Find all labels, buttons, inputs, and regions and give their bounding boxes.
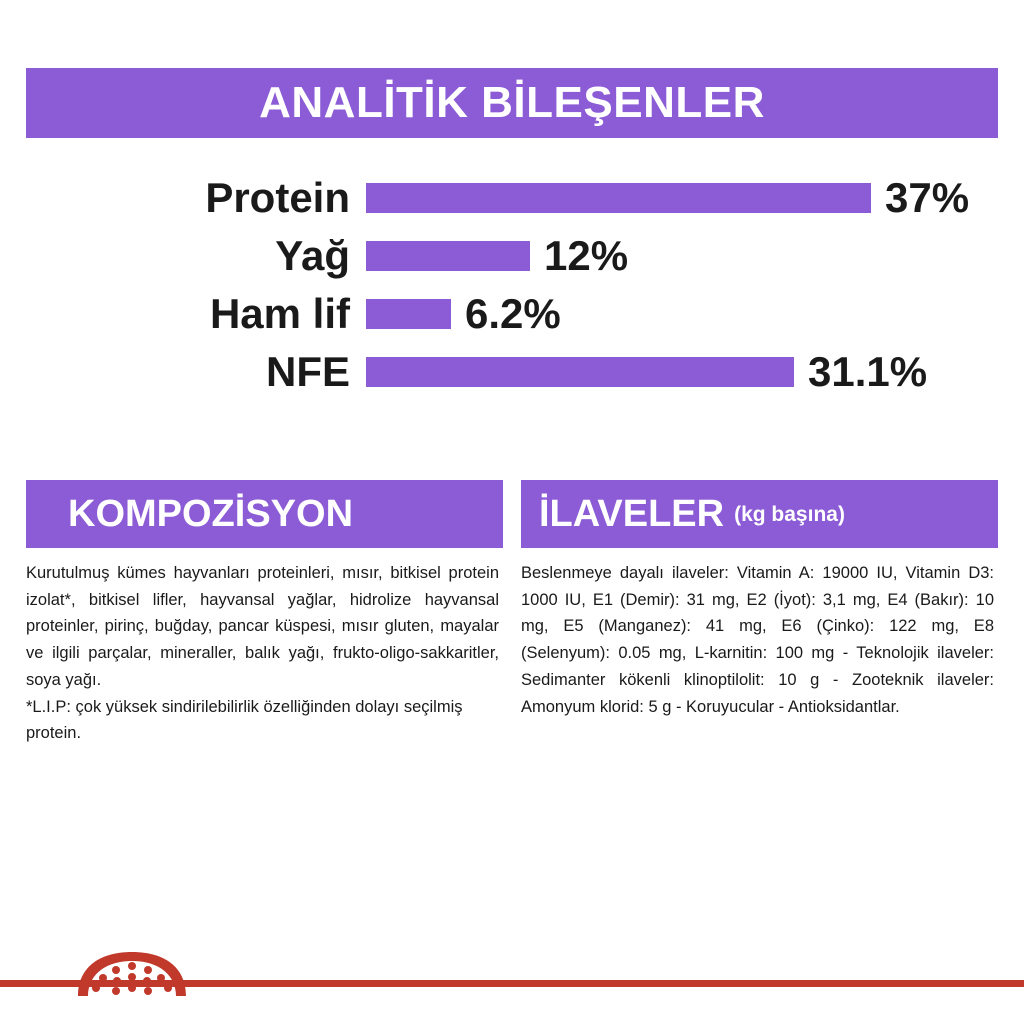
bar-fill-protein — [366, 183, 871, 213]
bar-label-ham-lif: Ham lif — [209, 290, 350, 337]
royal-canin-crown-logo-icon — [72, 944, 192, 1004]
bar-track-ham-lif — [366, 286, 998, 342]
bar-fill-yag — [366, 241, 530, 271]
bar-value-nfe: 31.1% — [808, 348, 928, 395]
table-row — [26, 228, 998, 284]
panel-additives-body: Beslenmeye dayalı ilaveler: Vitamin A: 19000 IU, Vitamin D3: 1000 IU, E1 (Demir): 31 mg, E2 (İyot): 3,1 mg, E4 (Bakır): 10 mg, E5 (Manganez): 41 mg, E6 (Çinko): 122 mg, E8 (Selenyum): 0.05 mg, L-karnitin: 100 mg - Teknolojik ilaveler: Sedimanter kökenli klinoptilolit: 10 g - Zooteknik ilaveler: Amonyum klorid: 5 g - Koruyucular - Antioksidantlar. — [521, 564, 994, 716]
bar-label-yag: Yağ — [275, 232, 350, 279]
bar-value-yag: 12% — [544, 232, 629, 279]
bar-fill-nfe — [366, 357, 794, 387]
bar-label-nfe: NFE — [266, 348, 350, 395]
panel-composition-note: *L.I.P: çok yüksek sindirilebilirlik özelliğinden dolayı seçilmiş protein. — [26, 697, 463, 743]
bar-fill-ham-lif — [366, 299, 451, 329]
bar-track-yag — [366, 228, 998, 284]
analytic-components-header — [26, 68, 998, 138]
table-row — [26, 286, 998, 342]
bar-track-protein — [366, 170, 998, 226]
table-row — [26, 344, 998, 400]
panel-additives-subtitle: (kg başına) — [734, 502, 845, 526]
bar-track-nfe — [366, 344, 998, 400]
panel-composition-title: KOMPOZİSYON — [68, 493, 354, 535]
panel-composition — [26, 480, 503, 747]
brand-footer — [0, 940, 1024, 1024]
table-row — [26, 170, 998, 226]
panel-additives — [521, 480, 998, 747]
panel-composition-header — [26, 480, 503, 548]
analytic-bar-chart — [26, 170, 998, 430]
bar-label-protein: Protein — [205, 174, 350, 221]
panel-additives-title: İLAVELER — [539, 493, 725, 535]
page-title: ANALİTİK BİLEŞENLER — [259, 78, 765, 127]
info-panels — [26, 480, 998, 747]
bar-value-ham-lif: 6.2% — [465, 290, 561, 337]
panel-additives-header — [521, 480, 998, 548]
bar-value-protein: 37% — [885, 174, 970, 221]
panel-composition-body: Kurutulmuş kümes hayvanları proteinleri, mısır, bitkisel protein izolat*, bitkisel lifler, hayvansal yağlar, hidrolize hayvansal proteinler, pirinç, buğday, pancar küspesi, mısır gluten, mayalar ve ilgili parçalar, mineraller, balık yağı, frukto-oligo-sakkaritler, soya yağı. — [26, 564, 499, 689]
